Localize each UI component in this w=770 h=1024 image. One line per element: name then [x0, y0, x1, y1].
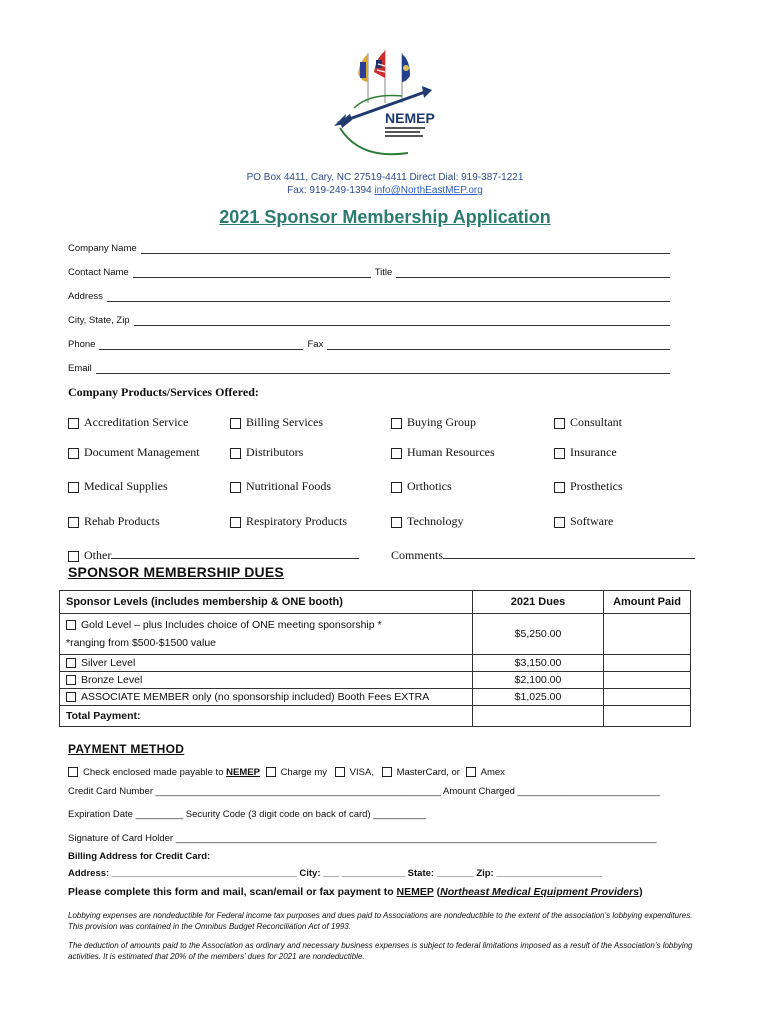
human-resources-label: Human Resources: [407, 445, 495, 459]
contact-email-link[interactable]: info@NorthEastMEP.org: [374, 185, 483, 196]
fax-line[interactable]: [327, 340, 670, 350]
check-payee: NEMEP: [226, 767, 260, 778]
associate-amount: $1,025.00: [473, 689, 604, 706]
charge-label: Charge my: [280, 767, 328, 778]
total-paid-cell[interactable]: [604, 706, 691, 727]
col-paid: Amount Paid: [604, 591, 691, 614]
associate-label: ASSOCIATE MEMBER only (no sponsorship included) Booth Fees EXTRA: [81, 691, 430, 703]
mastercard-checkbox[interactable]: [382, 767, 392, 777]
nutritional-foods-checkbox[interactable]: [230, 482, 241, 493]
product-other[interactable]: [68, 548, 359, 563]
check-label: Check enclosed made payable to: [83, 767, 227, 778]
signature-field[interactable]: Signature of Card Holder ___________________________________________________________________________________________: [68, 833, 657, 844]
product-consultant[interactable]: [554, 415, 622, 430]
orthotics-label: Orthotics: [407, 479, 452, 493]
insurance-label: Insurance: [570, 445, 617, 459]
accreditation-service-checkbox[interactable]: [68, 418, 79, 429]
mail-paren-open: (: [433, 886, 441, 898]
title-label: Title: [374, 267, 393, 278]
accreditation-service-label: Accreditation Service: [84, 415, 189, 429]
bronze-paid-cell[interactable]: [604, 672, 691, 689]
respiratory-products-checkbox[interactable]: [230, 517, 241, 528]
company-name-line[interactable]: [141, 244, 670, 254]
table-row: [60, 614, 691, 655]
mail-instructions: [68, 886, 643, 898]
table-row: [60, 689, 691, 706]
product-rehab-products[interactable]: [68, 514, 160, 529]
table-row: [60, 672, 691, 689]
gold-amount: $5,250.00: [473, 614, 604, 655]
amex-label: Amex: [480, 767, 505, 778]
bronze-amount: $2,100.00: [473, 672, 604, 689]
consultant-checkbox[interactable]: [554, 418, 565, 429]
bronze-level-cell: [60, 672, 473, 689]
gold-checkbox[interactable]: [66, 620, 76, 630]
product-insurance[interactable]: [554, 445, 617, 460]
mail-org-full: Northeast Medical Equipment Providers: [440, 886, 640, 898]
fax-label: Fax: [307, 339, 324, 350]
contact-line-2: [0, 185, 770, 196]
other-line[interactable]: [111, 549, 359, 559]
product-prosthetics[interactable]: [554, 479, 623, 494]
rehab-products-checkbox[interactable]: [68, 517, 79, 528]
address-field[interactable]: [68, 288, 674, 302]
insurance-checkbox[interactable]: [554, 448, 565, 459]
buying-group-checkbox[interactable]: [391, 418, 402, 429]
product-buying-group[interactable]: [391, 415, 476, 430]
silver-paid-cell[interactable]: [604, 655, 691, 672]
distributors-label: Distributors: [246, 445, 304, 459]
billing-address-field[interactable]: Address: ___________________________________ City: ___ ____________ State: _______ Zip: ____________________: [68, 868, 603, 879]
contact-fax: Fax: 919-249-1394: [287, 185, 375, 196]
document-management-label: Document Management: [84, 445, 200, 459]
human-resources-checkbox[interactable]: [391, 448, 402, 459]
associate-level-cell: [60, 689, 473, 706]
col-levels: Sponsor Levels (includes membership & ONE booth): [60, 591, 473, 614]
bronze-checkbox[interactable]: [66, 675, 76, 685]
dues-header-row: [60, 591, 691, 614]
email-field[interactable]: [68, 360, 674, 374]
city-state-zip-field[interactable]: [68, 312, 674, 326]
phone-line[interactable]: [99, 340, 303, 350]
product-accreditation-service[interactable]: [68, 415, 188, 430]
expiration-field[interactable]: Expiration Date _________ Security Code (3 digit code on back of card) __________: [68, 809, 427, 820]
billing-heading: Billing Address for Credit Card:: [68, 851, 211, 862]
prosthetics-label: Prosthetics: [570, 479, 623, 493]
bronze-label: Bronze Level: [81, 674, 143, 686]
lobbying-note-1: Lobbying expenses are nondeductible for Federal income tax purposes and dues paid to Associations are nondeductible to the extent of the association’s lobbying expenditures. This provision was contained in the Omnibus Budget Reconciliation Act of 1993.: [68, 911, 693, 931]
mail-prefix: Please complete this form and mail, scan/email or fax payment to: [68, 886, 397, 898]
payment-options-row: [68, 767, 505, 778]
consultant-label: Consultant: [570, 415, 623, 429]
software-checkbox[interactable]: [554, 517, 565, 528]
associate-checkbox[interactable]: [66, 692, 76, 702]
total-dues-cell: [473, 706, 604, 727]
payment-heading: PAYMENT METHOD: [68, 742, 185, 756]
city-state-zip-label: City, State, Zip: [68, 315, 130, 326]
card-number-field[interactable]: Credit Card Number ______________________________________________________ Amount Charged ___________________________: [68, 786, 661, 797]
check-checkbox[interactable]: [68, 767, 78, 777]
other-label: Other: [84, 548, 112, 562]
company-name-field[interactable]: [68, 240, 674, 254]
product-human-resources[interactable]: [391, 445, 495, 460]
software-label: Software: [570, 514, 614, 528]
lobbying-note-2: The deduction of amounts paid to the Association as ordinary and necessary business expenses is subject to federal limitations imposed as a result of the Association’s lobbying activities. It is estimated that 20% of the members’ dues for 2021 are nondeductible.: [68, 941, 693, 961]
technology-label: Technology: [407, 514, 464, 528]
total-payment-label: Total Payment:: [60, 706, 473, 727]
nemep-logo: [330, 48, 440, 163]
email-label: Email: [68, 363, 92, 374]
silver-level-cell: [60, 655, 473, 672]
silver-label: Silver Level: [81, 657, 136, 669]
silver-checkbox[interactable]: [66, 658, 76, 668]
buying-group-label: Buying Group: [407, 415, 476, 429]
contact-line-1: PO Box 4411, Cary, NC 27519-4411 Direct Dial: 919-387-1221: [246, 172, 524, 183]
rehab-products-label: Rehab Products: [84, 514, 160, 528]
mail-org: NEMEP: [396, 886, 434, 898]
logo-wordmark: NEMEP: [385, 110, 435, 126]
mail-paren-close: ): [639, 886, 643, 898]
contact-name-label: Contact Name: [68, 267, 129, 278]
contact-title-row: [68, 264, 674, 278]
phone-fax-row: [68, 336, 674, 350]
product-software[interactable]: [554, 514, 613, 529]
product-respiratory-products[interactable]: [230, 514, 347, 529]
col-dues: 2021 Dues: [473, 591, 604, 614]
gold-label: Gold Level – plus Includes choice of ONE meeting sponsorship *: [81, 619, 382, 631]
silver-amount: $3,150.00: [473, 655, 604, 672]
email-line[interactable]: [96, 364, 670, 374]
nutritional-foods-label: Nutritional Foods: [246, 479, 332, 493]
billing-services-checkbox[interactable]: [230, 418, 241, 429]
product-distributors[interactable]: [230, 445, 303, 460]
table-row: [60, 706, 691, 727]
associate-paid-cell[interactable]: [604, 689, 691, 706]
medical-supplies-label: Medical Supplies: [84, 479, 168, 493]
address-label: Address: [68, 291, 103, 302]
dues-heading: SPONSOR MEMBERSHIP DUES: [68, 564, 284, 580]
respiratory-products-label: Respiratory Products: [246, 514, 347, 528]
billing-services-label: Billing Services: [246, 415, 323, 429]
other-checkbox[interactable]: [68, 551, 79, 562]
city-state-zip-line[interactable]: [134, 316, 670, 326]
table-row: [60, 655, 691, 672]
company-name-label: Company Name: [68, 243, 137, 254]
comments-label: Comments: [391, 548, 444, 562]
gold-paid-cell[interactable]: [604, 614, 691, 655]
comments-line[interactable]: [443, 549, 695, 559]
visa-checkbox[interactable]: [335, 767, 345, 777]
dues-table: [59, 590, 691, 727]
products-heading: Company Products/Services Offered:: [68, 385, 259, 399]
title-line[interactable]: [396, 268, 670, 278]
product-technology[interactable]: [391, 514, 463, 529]
charge-checkbox[interactable]: [266, 767, 276, 777]
gold-note: *ranging from $500-$1500 value: [66, 637, 217, 649]
phone-label: Phone: [68, 339, 96, 350]
medical-supplies-checkbox[interactable]: [68, 482, 79, 493]
mastercard-label: MasterCard, or: [396, 767, 460, 778]
distributors-checkbox[interactable]: [230, 448, 241, 459]
document-management-checkbox[interactable]: [68, 448, 79, 459]
amex-checkbox[interactable]: [466, 767, 476, 777]
product-orthotics[interactable]: [391, 479, 452, 494]
comments-field[interactable]: [391, 548, 695, 563]
product-billing-services[interactable]: [230, 415, 323, 430]
contact-name-line[interactable]: [133, 268, 371, 278]
product-document-management[interactable]: [68, 445, 200, 460]
address-line[interactable]: [107, 292, 670, 302]
prosthetics-checkbox[interactable]: [554, 482, 565, 493]
product-nutritional-foods[interactable]: [230, 479, 331, 494]
orthotics-checkbox[interactable]: [391, 482, 402, 493]
product-medical-supplies[interactable]: [68, 479, 168, 494]
gold-level-cell: [60, 614, 473, 655]
page-title: 2021 Sponsor Membership Application: [219, 207, 551, 227]
visa-label: VISA,: [349, 767, 374, 778]
technology-checkbox[interactable]: [391, 517, 402, 528]
